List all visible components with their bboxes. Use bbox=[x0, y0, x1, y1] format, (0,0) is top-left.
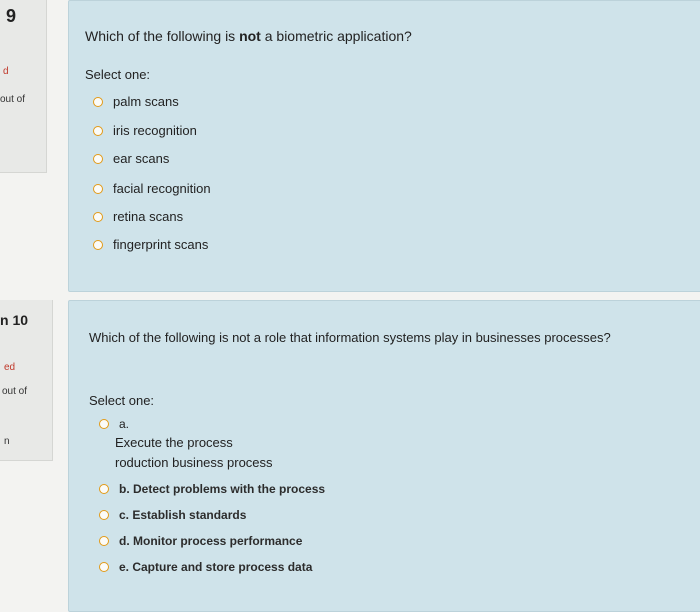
answer-option[interactable] bbox=[93, 151, 169, 166]
answer-label: e. Capture and store process data bbox=[119, 560, 313, 574]
radio-button[interactable] bbox=[93, 154, 103, 164]
radio-button[interactable] bbox=[99, 562, 109, 572]
answer-option[interactable] bbox=[99, 482, 325, 496]
question-text-part: Which of the following is bbox=[85, 28, 240, 44]
question-state: ed bbox=[4, 362, 16, 373]
answer-label: iris recognition bbox=[113, 123, 197, 138]
radio-button[interactable] bbox=[93, 212, 103, 222]
answer-label: facial recognition bbox=[113, 181, 211, 196]
answer-label: palm scans bbox=[113, 94, 179, 109]
answer-label: Execute the process bbox=[115, 435, 233, 450]
select-one-prompt: Select one: bbox=[85, 67, 151, 82]
answer-option[interactable] bbox=[93, 237, 208, 252]
answer-letter: a. bbox=[119, 417, 130, 431]
select-one-prompt: Select one: bbox=[89, 393, 155, 408]
radio-button[interactable] bbox=[99, 536, 109, 546]
answer-option[interactable] bbox=[99, 534, 302, 548]
answer-label: fingerprint scans bbox=[113, 237, 209, 252]
answer-label: roduction business process bbox=[115, 455, 273, 470]
answer-label: c. Establish standards bbox=[119, 508, 247, 522]
radio-button[interactable] bbox=[99, 419, 109, 429]
radio-button[interactable] bbox=[99, 484, 109, 494]
question-number: 9 bbox=[6, 6, 17, 26]
answer-option[interactable] bbox=[93, 123, 197, 138]
question-10-info bbox=[0, 300, 53, 461]
radio-button[interactable] bbox=[99, 510, 109, 520]
answer-option[interactable] bbox=[93, 209, 183, 224]
question-grade: out of bbox=[2, 386, 28, 397]
radio-button[interactable] bbox=[93, 184, 103, 194]
question-state: d bbox=[3, 66, 9, 77]
answer-option[interactable] bbox=[93, 94, 179, 109]
answer-option[interactable] bbox=[99, 560, 312, 574]
answer-label: retina scans bbox=[113, 209, 184, 224]
answer-label: d. Monitor process performance bbox=[119, 534, 303, 548]
answer-option[interactable] bbox=[99, 417, 129, 431]
answer-option[interactable] bbox=[93, 181, 211, 196]
question-number: n 10 bbox=[0, 312, 29, 328]
radio-button[interactable] bbox=[93, 97, 103, 107]
answer-label: ear scans bbox=[113, 151, 170, 166]
question-text-emphasis: not bbox=[239, 28, 261, 44]
question-9-panel bbox=[68, 0, 700, 292]
question-10-panel bbox=[68, 300, 700, 612]
question-text-part: a biometric application? bbox=[260, 28, 412, 44]
question-9-info bbox=[0, 0, 47, 173]
answer-label: b. Detect problems with the process bbox=[119, 482, 326, 496]
question-grade: out of bbox=[0, 94, 26, 105]
flag-question-link[interactable]: n bbox=[4, 436, 10, 447]
question-text bbox=[85, 28, 412, 44]
radio-button[interactable] bbox=[93, 126, 103, 136]
answer-option[interactable] bbox=[99, 508, 246, 522]
question-text: Which of the following is not a role that information systems play in businesses processes? bbox=[89, 330, 611, 345]
radio-button[interactable] bbox=[93, 240, 103, 250]
